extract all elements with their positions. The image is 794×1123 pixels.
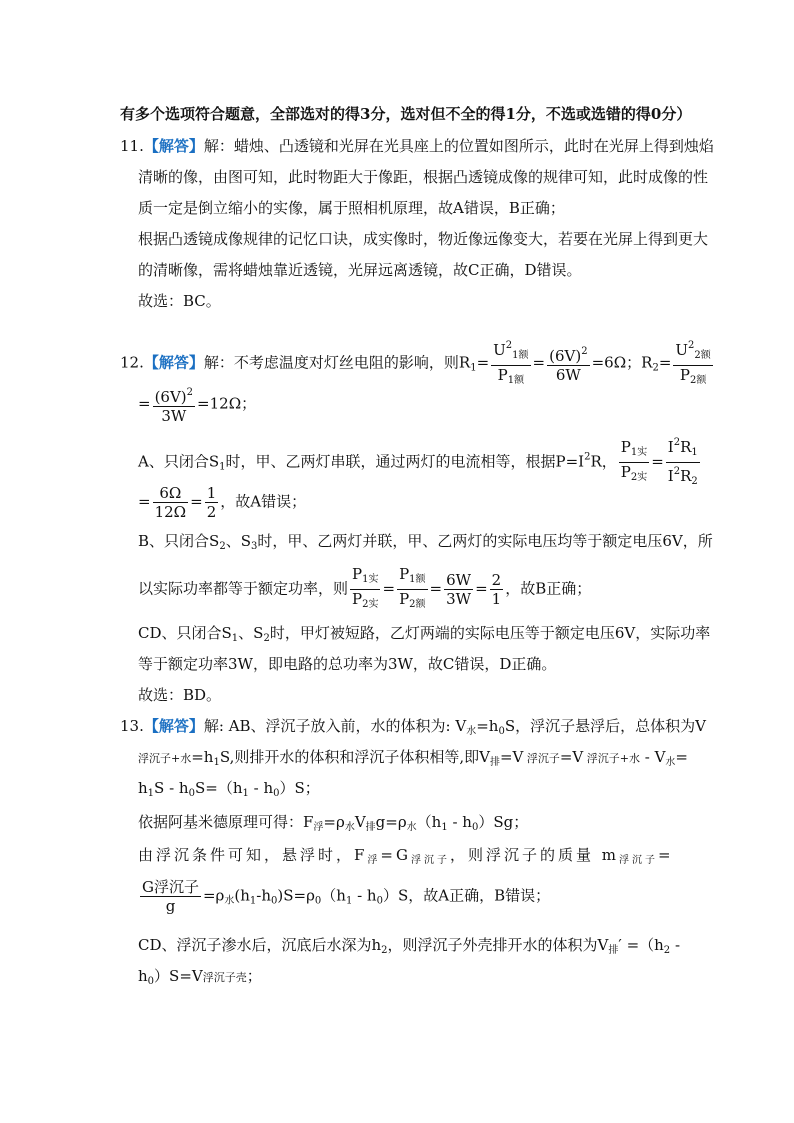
q13-text-6c: ′ =（h <box>618 936 664 954</box>
q13-text-c: S，浮沉子悬浮后，总体积为V <box>504 717 706 735</box>
q13-text-3: 依据阿基米德原理可得：F <box>138 813 314 831</box>
q13-line-2: 浮沉子+水$=h_1S$,则排开水的体积和浮沉子体积相等,即$V_排=V$ 浮沉子=V 浮沉子+水 - $V_水=$ <box>138 748 688 768</box>
q13-text-7b: ）S=V <box>154 967 203 985</box>
q13-line-5: 由浮沉条件可知，悬浮时，$F_浮=G_{浮沉子}$，则浮沉子的质量 $m_{浮沉子}=$ <box>138 846 674 866</box>
q11-text: 解：蜡烛、凸透镜和光屏在光具座上的位置如图所示，此时在光屏上得到烛焰 <box>203 137 714 155</box>
q13-line-4: 依据阿基米德原理可得：$F_浮=\rho_水V_排g=\rho_水(h_1 - h_0)Sg$； <box>138 813 529 833</box>
q13-text-6b: ，则浮沉子外壳排开水的体积为V <box>387 936 609 954</box>
q12-B-text-2: 、S <box>225 532 251 550</box>
q11-line-5: 的清晰像，需将蜡烛靠近透镜，光屏远离透镜，故C正确，D错误。 <box>138 261 582 279</box>
q11-number: 11. <box>120 137 144 155</box>
q12-line-2: = $\frac{(6V)^2}{3W}$ =12Ω； <box>138 384 256 425</box>
answer-tag: 【解答】 <box>143 717 204 735</box>
q12-line-1: 12.【解答】解：不考虑温度对灯丝电阻的影响，则$R_1=$ $\frac{U^2_{1额}}{P_{1额}}$ = $\frac{(6V)^2}{6W}$ =6Ω；$R_2=$ $\frac{U^2_{2额}}{P_{2额}}$ <box>120 337 715 390</box>
q11-line-1 <box>120 136 714 156</box>
q13-line-8: $h_0)S=V$浮沉子壳； <box>138 967 262 987</box>
q11-line-2: 清晰的像，由图可知，此时物距大于像距，根据凸透镜成像的规律可知，此时成像的性 <box>138 168 709 186</box>
q12-B-text-4: 以实际功率都等于额定功率，则 <box>138 579 349 598</box>
q12-B-end: ，故B正确； <box>505 579 592 598</box>
q12-number: 12. <box>120 353 144 372</box>
q12-answer: 故选：BD。 <box>138 686 222 704</box>
q12-line-A2: = $\frac{6\Omega}{12\Omega}$ = $\frac{1}{2}$ ，故A错误； <box>138 484 307 521</box>
q12-A-text: A、只闭合S <box>138 452 220 471</box>
q12-line-C2: 等于额定功率3W，即电路的总功率为3W，故C错误，D正确。 <box>138 655 557 673</box>
q13-text-b: =h <box>476 717 499 735</box>
q12-A-end: ，故A错误； <box>220 492 307 511</box>
q11-line-3: 质一定是倒立缩小的实像，属于照相机原理，故A错误，B正确； <box>138 199 565 217</box>
q11-answer: 故选：BC。 <box>138 292 221 310</box>
q12-B-text-3: 时，甲、乙两灯并联，甲、乙两灯的实际电压均等于额定电压6V，所 <box>257 532 713 550</box>
q12-C-text-b: 、S <box>238 624 264 642</box>
q13-text-7: h <box>138 967 148 985</box>
q13-line-3: $h_1S - h_0S=(h_1 - h_0)S$； <box>138 779 320 799</box>
q13-line-1: 13.【解答】解: AB、浮沉子放入前，水的体积为: $V_水=h_0S$，浮沉子悬浮后，总体积为V <box>120 717 706 737</box>
section-intro: 有多个选项符合题意，全部选对的得3分，选对但不全的得1分，不选或选错的得0分） <box>120 105 692 123</box>
q12-line-B2: 以实际功率都等于额定功率，则 $\frac{P_{1实}}{P_{2实}}$ = $\frac{P_{1额}}{P_{2额}}$ = $\frac{6W}{3W}$ = $\frac{2}{1}$ ，故B正确； <box>138 565 592 610</box>
answer-tag: 【解答】 <box>143 353 204 372</box>
q13-text-4: 由浮沉条件可知，悬浮时，F <box>138 846 368 864</box>
q12-C-text-c: 时，甲灯被短路，乙灯两端的实际电压等于额定电压6V，实际功率 <box>269 624 711 642</box>
q12-B-text: B、只闭合S <box>138 532 220 550</box>
q13-line-6: $\frac{\text{G浮沉子}}{g}$ $=\rho_水(h_1-h_0)S=\rho_0(h_1 - h_0)S$，故A正确，B错误； <box>142 878 551 915</box>
q12-line-C1: CD、只闭合$S_1$、$S_2$时，甲灯被短路，乙灯两端的实际电压等于额定电压6V，实际功率 <box>138 624 711 644</box>
q11-line-4: 根据凸透镜成像规律的记忆口诀，成实像时，物近像远像变大，若要在光屏上得到更大 <box>138 230 709 248</box>
q13-text-6: CD、浮沉子渗水后，沉底后水深为h <box>138 936 382 954</box>
q13-text: 解: AB、浮沉子放入前，水的体积为: V <box>203 717 467 735</box>
q12-C-text: CD、只闭合S <box>138 624 232 642</box>
q12-A-text-2: 时，甲、乙两灯串联，通过两灯的电流相等，根据P=I <box>225 452 585 471</box>
answer-tag: 【解答】 <box>143 137 204 155</box>
q12-line-B: B、只闭合$S_2$、$S_3$时，甲、乙两灯并联，甲、乙两灯的实际电压均等于额定电压6V，所 <box>138 532 713 552</box>
q12-text: 解：不考虑温度对灯丝电阻的影响，则 <box>203 353 459 372</box>
q13-text-5: S，故A正确，B错误； <box>397 886 551 905</box>
q13-number: 13. <box>120 717 144 735</box>
q13-line-7: CD、浮沉子渗水后，沉底后水深为$h_2$，则浮沉子外壳排开水的体积为$V_排' =(h_2$ - <box>138 936 681 956</box>
q12-line-A: A、只闭合$S_1$时，甲、乙两灯串联，通过两灯的电流相等，根据$P=I^2R$， $\frac{P_{1实}}{P_{2实}}$ = $\frac{I^2R_1}{I^2R_2}$ <box>138 434 702 491</box>
